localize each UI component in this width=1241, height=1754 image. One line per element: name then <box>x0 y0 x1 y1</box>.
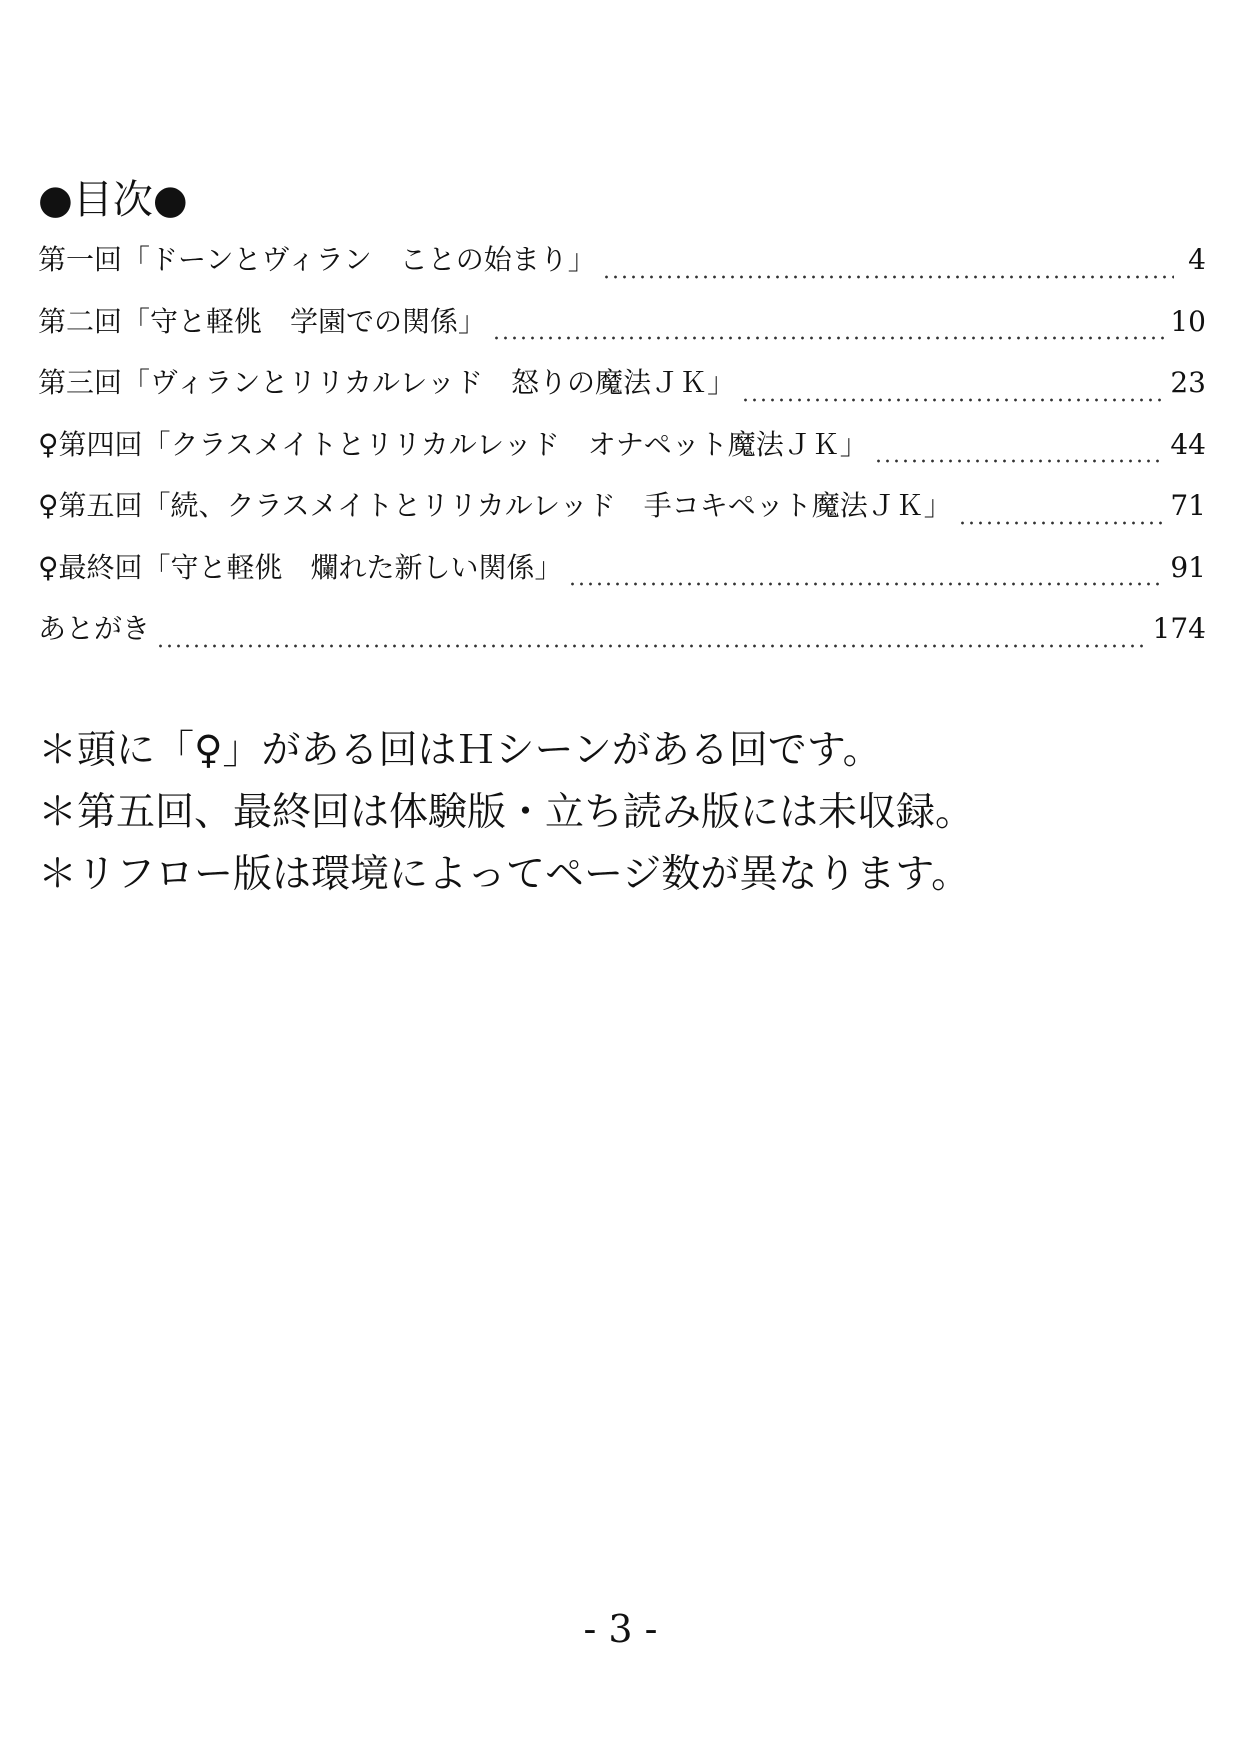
toc-entry <box>38 609 1206 671</box>
toc-dot-leader <box>741 398 1164 402</box>
toc-entry-page: 10 <box>1170 304 1206 338</box>
toc-entry-title: ♀第四回「クラスメイトとリリカルレッド オナペット魔法ＪＫ」 <box>38 427 868 461</box>
toc-entry-page: 4 <box>1188 243 1206 276</box>
toc-list <box>38 240 1206 671</box>
toc-dot-leader <box>492 336 1164 340</box>
toc-entry <box>38 302 1206 364</box>
toc-entry-page: 174 <box>1152 612 1206 645</box>
toc-entry <box>38 548 1206 610</box>
notes <box>38 720 1198 906</box>
toc-dot-leader <box>568 582 1164 586</box>
note-line: ＊リフロー版は環境によってページ数が異なります。 <box>38 852 971 897</box>
toc-entry-title: 第三回「ヴィランとリリカルレッド 怒りの魔法ＪＫ」 <box>38 366 736 399</box>
toc-entry-title: 第一回「ドーンとヴィラン ことの始まり」 <box>38 243 596 276</box>
toc-entry <box>38 425 1206 487</box>
toc-entry <box>38 363 1206 425</box>
toc-dot-leader <box>958 521 1165 525</box>
toc-entry-title: ♀第五回「続、クラスメイトとリリカルレッド 手コキペット魔法ＪＫ」 <box>38 489 952 522</box>
toc-entry <box>38 240 1206 302</box>
toc-entry-page: 44 <box>1170 427 1206 461</box>
toc-entry-title: 第二回「守と軽佻 学園での関係」 <box>38 304 487 338</box>
toc-dot-leader <box>602 275 1174 279</box>
note-line: ＊頭に「♀」がある回はＨシーンがある回です。 <box>38 728 882 773</box>
toc-entry-page: 71 <box>1170 489 1206 522</box>
toc-entry-page: 23 <box>1170 366 1206 399</box>
note-line: ＊第五回、最終回は体験版・立ち読み版には未収録。 <box>38 790 975 835</box>
page-number: - 3 - <box>583 1607 658 1651</box>
toc-entry-page: 91 <box>1170 550 1206 584</box>
toc-entry <box>38 486 1206 548</box>
toc-heading: ●目次● <box>38 177 188 223</box>
toc-entry-title: ♀最終回「守と軽佻 爛れた新しい関係」 <box>38 550 563 584</box>
toc-dot-leader <box>874 459 1165 463</box>
toc-dot-leader <box>156 644 1147 648</box>
toc-entry-title: あとがき <box>38 612 151 645</box>
